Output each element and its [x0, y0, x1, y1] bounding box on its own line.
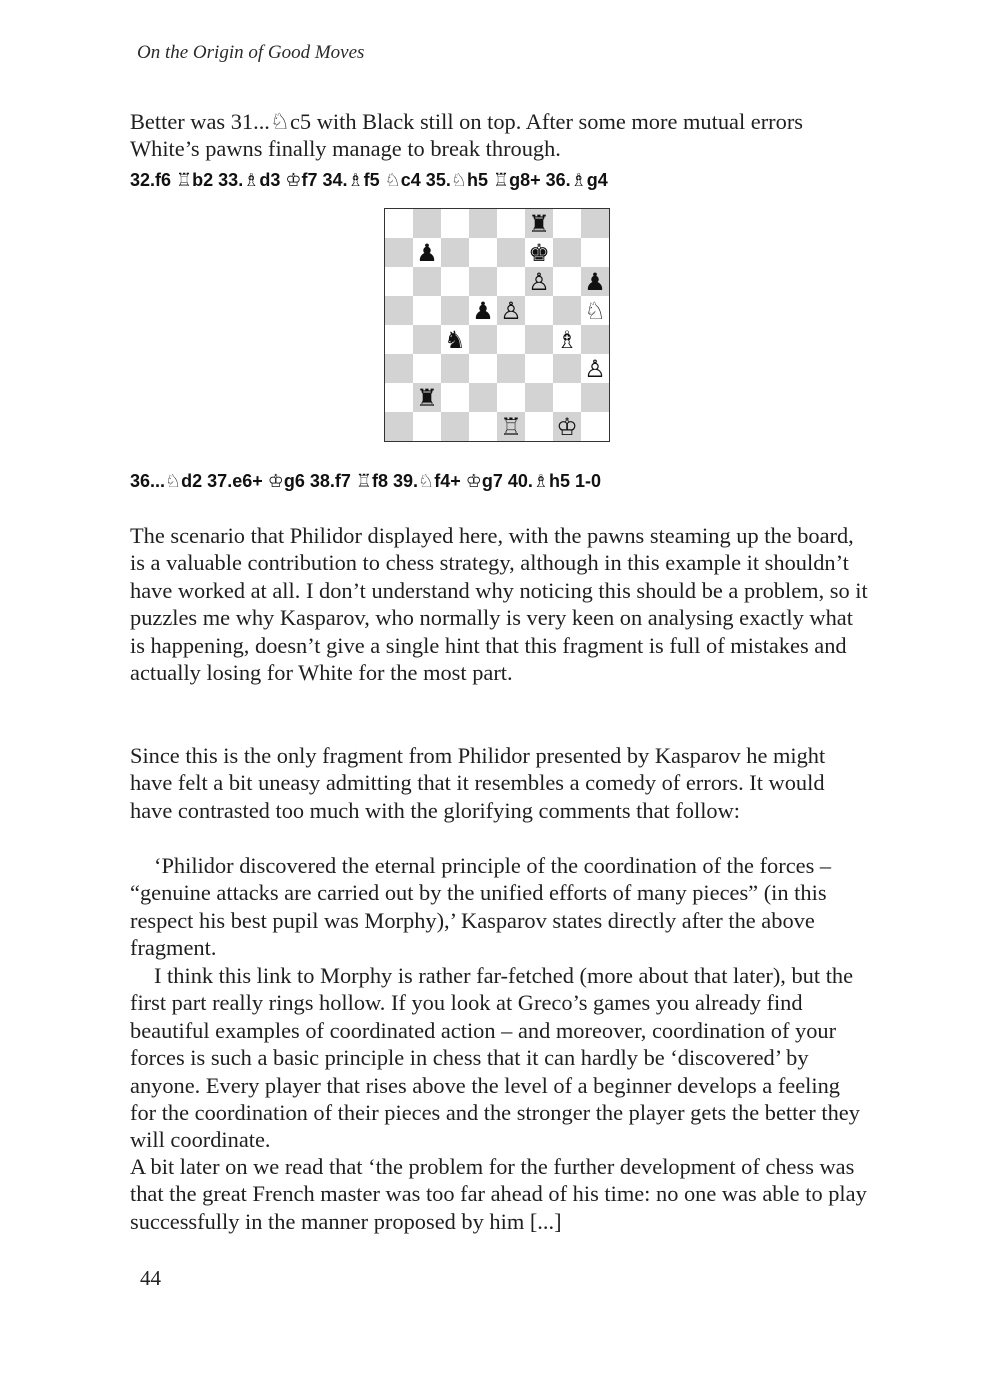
square-e5: ♙ — [497, 296, 525, 325]
running-header: On the Origin of Good Moves — [137, 42, 365, 63]
square-c1 — [441, 412, 469, 441]
square-c4: ♞ — [441, 325, 469, 354]
square-a7 — [385, 238, 413, 267]
body-paragraph-3: ‘Philidor discovered the eternal principle of the coordination of the forces – “genuine attacks are carried out by the unified efforts of many pieces” (in this respect his best pupil was Morphy),’ Kasparov states directly after the above fragment. — [130, 853, 832, 961]
square-d8 — [469, 209, 497, 238]
square-a2 — [385, 383, 413, 412]
square-h8 — [581, 209, 609, 238]
square-a3 — [385, 354, 413, 383]
page-number: 44 — [140, 1266, 161, 1290]
square-d4 — [469, 325, 497, 354]
body-paragraph-1: The scenario that Philidor displayed here, with the pawns steaming up the board, is a valuable contribution to chess strategy, although in this example it shouldn’t have worked at all. I don’t understand why noticing this should be a problem, so it puzzles me why Kasparov, who normally is very keen on analysing exactly what is happening, doesn’t give a single hint that this fragment is full of mistakes and actually losing for White for the most part. — [130, 523, 868, 686]
square-e7 — [497, 238, 525, 267]
square-f4 — [525, 325, 553, 354]
square-g4: ♗ — [553, 325, 581, 354]
square-h6: ♟ — [581, 267, 609, 296]
square-a8 — [385, 209, 413, 238]
square-b1 — [413, 412, 441, 441]
square-c2 — [441, 383, 469, 412]
body-paragraph-2: Since this is the only fragment from Philidor presented by Kasparov he might have felt a bit uneasy admitting that it resembles a comedy of errors. It would have contrasted too much with the glorifying comments that follow: — [130, 743, 826, 823]
square-g8 — [553, 209, 581, 238]
square-b3 — [413, 354, 441, 383]
square-g3 — [553, 354, 581, 383]
body-paragraph-5: A bit later on we read that ‘the problem for the further development of chess was that the great French master was too far ahead of his time: no one was able to play successfully in the manner proposed by him [...] — [130, 1154, 867, 1234]
square-e2 — [497, 383, 525, 412]
square-f3 — [525, 354, 553, 383]
square-c6 — [441, 267, 469, 296]
square-g5 — [553, 296, 581, 325]
square-d7 — [469, 238, 497, 267]
square-e1: ♖ — [497, 412, 525, 441]
square-b6 — [413, 267, 441, 296]
square-c5 — [441, 296, 469, 325]
square-h1 — [581, 412, 609, 441]
square-g6 — [553, 267, 581, 296]
square-c8 — [441, 209, 469, 238]
square-b7: ♟ — [413, 238, 441, 267]
square-b5 — [413, 296, 441, 325]
square-e8 — [497, 209, 525, 238]
square-d2 — [469, 383, 497, 412]
chess-diagram — [384, 208, 610, 442]
square-h7 — [581, 238, 609, 267]
square-d6 — [469, 267, 497, 296]
square-c7 — [441, 238, 469, 267]
body-paragraph-4: I think this link to Morphy is rather far-fetched (more about that later), but the first part really rings hollow. If you look at Greco’s games you already find beautiful examples of coordinated action – and moreover, coordination of your forces is such a basic principle in chess that it can hardly be ‘discovered’ by anyone. Every player that rises above the level of a beginner develops a feeling for the coordination of their pieces and the stronger the player gets the better they will coordinate. — [130, 963, 860, 1153]
square-d5: ♟ — [469, 296, 497, 325]
square-f7: ♚ — [525, 238, 553, 267]
square-b2: ♜ — [413, 383, 441, 412]
square-d1 — [469, 412, 497, 441]
square-a4 — [385, 325, 413, 354]
square-e4 — [497, 325, 525, 354]
square-h5: ♘ — [581, 296, 609, 325]
move-sequence-1: 32.f6 ♖b2 33.♗d3 ♔f7 34.♗f5 ♘c4 35.♘h5 ♖g8+ 36.♗g4 — [130, 170, 608, 190]
move-sequence-2: 36...♘d2 37.e6+ ♔g6 38.f7 ♖f8 39.♘f4+ ♔g7 40.♗h5 1-0 — [130, 471, 602, 491]
square-g2 — [553, 383, 581, 412]
square-h2 — [581, 383, 609, 412]
square-h3: ♙ — [581, 354, 609, 383]
square-g1: ♔ — [553, 412, 581, 441]
intro-paragraph: Better was 31...♘c5 with Black still on top. After some more mutual errors White’s pawns finally manage to break through. — [130, 109, 803, 162]
square-b4 — [413, 325, 441, 354]
square-f5 — [525, 296, 553, 325]
square-f1 — [525, 412, 553, 441]
square-e6 — [497, 267, 525, 296]
square-f2 — [525, 383, 553, 412]
square-f6: ♙ — [525, 267, 553, 296]
square-h4 — [581, 325, 609, 354]
square-e3 — [497, 354, 525, 383]
square-a6 — [385, 267, 413, 296]
square-g7 — [553, 238, 581, 267]
square-b8 — [413, 209, 441, 238]
square-d3 — [469, 354, 497, 383]
square-f8: ♜ — [525, 209, 553, 238]
square-c3 — [441, 354, 469, 383]
square-a5 — [385, 296, 413, 325]
square-a1 — [385, 412, 413, 441]
